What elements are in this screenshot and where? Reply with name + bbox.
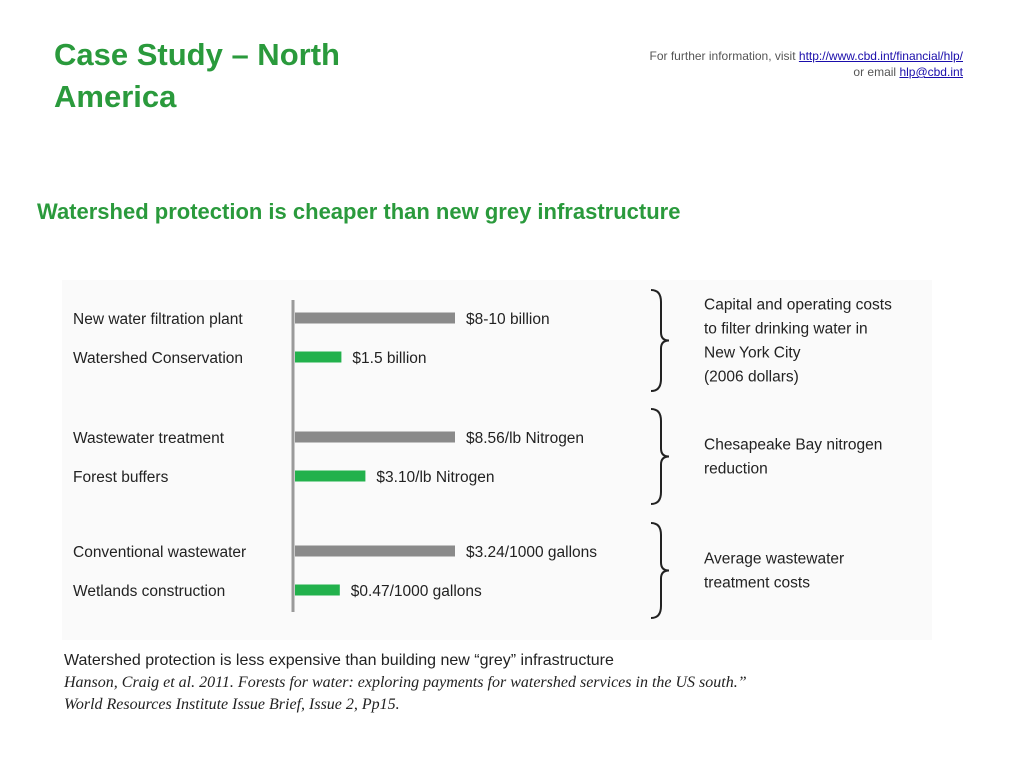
bar-category-label: Watershed Conservation [73,350,244,367]
bar-value-label: $8.56/lb Nitrogen [466,430,585,447]
page-title: Case Study – North America [54,37,340,114]
bar-category-label: Forest buffers [73,469,169,486]
bar-category-label: Conventional wastewater [73,544,247,561]
bar [295,546,455,557]
bar-value-label: $3.10/lb Nitrogen [376,469,495,486]
bar [295,585,340,596]
group-note-line: Chesapeake Bay nitrogen [704,436,883,454]
group-note-line: Capital and operating costs [704,296,892,314]
group-note-line: Average wastewater [704,550,845,568]
group-note-line: treatment costs [704,574,810,592]
bar-value-label: $1.5 billion [352,350,427,367]
group-note-line: reduction [704,460,768,478]
info-link[interactable]: http://www.cbd.int/financial/hlp/ [798,49,963,63]
citation-line-1: Watershed protection is less expensive than building new “grey” infrastructure [64,652,614,669]
citation-line-3: World Resources Institute Issue Brief, Issue 2, Pp15. [64,696,400,713]
bar-value-label: $0.47/1000 gallons [350,583,482,600]
chart-subtitle: Watershed protection is cheaper than new grey infrastructure [37,199,681,224]
group-note-line: New York City [704,344,801,362]
email-link[interactable]: hlp@cbd.int [899,65,963,79]
bar-value-label: $3.24/1000 gallons [466,544,598,561]
bar [295,471,365,482]
bar-category-label: Wetlands construction [73,583,226,600]
bar [295,352,341,363]
bar-category-label: Wastewater treatment [73,430,225,447]
citation [64,650,747,716]
bar-value-label: $8-10 billion [466,311,550,328]
group-note-line: to filter drinking water in [704,320,868,338]
citation-line-2: Hanson, Craig et al. 2011. Forests for water: exploring payments for watershed services in the US south.” [64,674,747,691]
bar [295,313,455,324]
bar [295,432,455,443]
info-prefix: For further information, visit [649,49,799,63]
bar-category-label: New water filtration plant [73,311,243,328]
email-prefix: or email [853,65,900,79]
group-note-line: (2006 dollars) [704,368,799,386]
